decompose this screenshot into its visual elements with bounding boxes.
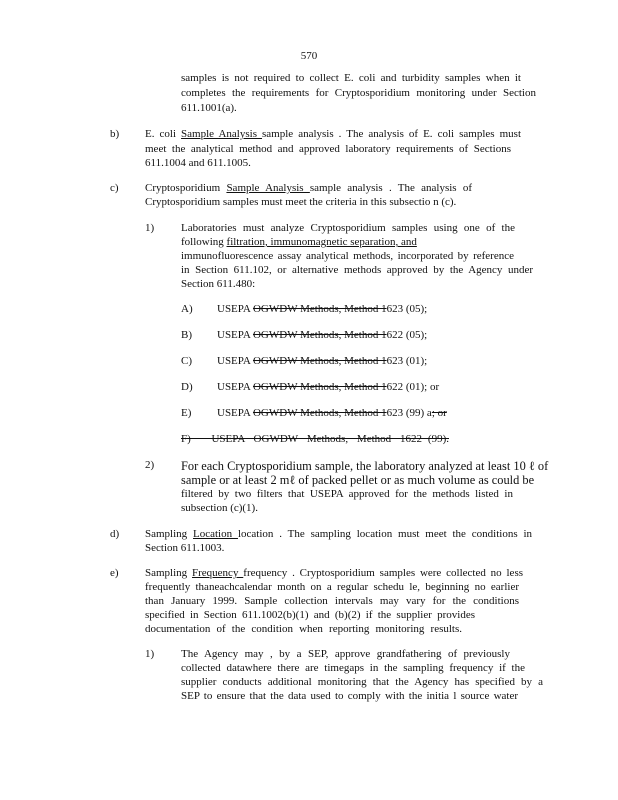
paragraph-line: collected datawhere there are timegaps in the sampling frequency if the [181,662,525,674]
paragraph-line: Laboratories must analyze Cryptosporidium samples using one of the [181,222,515,234]
paragraph-line: Sampling Frequency frequency . Cryptosporidium samples were collected no less [145,567,524,579]
paragraph-line: filtered by two filters that USEPA approved for the methods listed in [181,488,513,500]
paragraph-line: following filtration, immunomagnetic separation, and [181,236,417,248]
paragraph-line: frequently thaneachcalendar month on a regular schedu le, beginning no earlier [145,581,519,593]
inserted-text: Frequency [192,567,244,579]
paragraph-line: in Section 611.102, or alternative methods approved by the Agency under [181,264,533,276]
method-text: USEPA OGWDW Methods, Method 1622 (01); or [217,381,440,393]
paragraph-line: Cryptosporidium Sample Analysis sample analysis . The analysis of [145,182,473,194]
paragraph-line: Sampling Location location . The sampling location must meet the conditions in [145,528,532,540]
item-label: A) [181,303,193,315]
deleted-text: ; or [431,407,447,419]
method-text: USEPA OGWDW Methods, Method 1623 (01); [217,355,428,367]
subsection-label: c) [110,182,119,194]
paragraph-line: 611.1004 and 611.1005. [145,157,251,169]
deleted-text: OGWDW Methods, Method 1 [252,329,387,341]
paragraph-line: SEP to ensure that the data used to comply with the initia l source water [181,690,518,702]
item-label: C) [181,355,192,367]
paragraph-line: than January 1999. Sample collection intervals may vary for the conditions [145,595,519,607]
inserted-text: Location [193,528,238,540]
item-label: D) [181,381,193,393]
paragraph-line: Section 611.480: [181,278,256,290]
paragraph-line: meet the analytical method and approved laboratory requirements of Sections [145,143,511,155]
inserted-text: Sample Analysis [181,128,263,140]
deleted-text: OGWDW Methods, Method 1 [252,303,387,315]
item-label: B) [181,329,192,341]
intro-line: samples is not required to collect E. coli and turbidity samples when it [181,72,521,84]
method-text: USEPA OGWDW Methods, Method 1622 (05); [217,329,428,341]
paragraph-line: supplier conducts additional monitoring that the Agency has specified by a [181,676,543,688]
deleted-text: OGWDW Methods, Method 1 [252,407,387,419]
paragraph-line: immunofluorescence assay analytical methods, incorporated by reference [181,250,514,262]
paragraph-line: E. coli Sample Analysis sample analysis . The analysis of E. coli samples must [145,128,521,140]
deleted-text: OGWDW Methods, Method 1 [252,381,387,393]
deleted-text: F) USEPA OGWDW Methods, Method 1622 (99). [181,433,449,445]
intro-line: 611.1001(a). [181,102,237,114]
subsection-label: e) [110,567,119,579]
paragraph-line: specified in Section 611.1002(b)(1) and (b)(2) if the supplier provides [145,609,475,621]
paragraph-line: subsection (c)(1). [181,502,258,514]
inserted-text: Sample Analysis [226,182,310,194]
item-label: 2) [145,459,155,471]
item-label: 1) [145,222,155,234]
paragraph-line: documentation of the condition when reporting monitoring results. [145,623,462,635]
deleted-text: OGWDW Methods, Method 1 [252,355,387,367]
method-text: USEPA OGWDW Methods, Method 1623 (99) a; or [217,407,447,419]
subsection-label: b) [110,128,120,140]
subsection-label: d) [110,528,120,540]
paragraph-line: Section 611.1003. [145,542,225,554]
paragraph-line: Cryptosporidium samples must meet the criteria in this subsectio n (c). [145,196,457,208]
paragraph-line: The Agency may , by a SEP, approve grandfathering of previously [181,648,510,660]
item-label: E) [181,407,192,419]
paragraph-line: For each Cryptosporidium sample, the laboratory analyzed at least 10 ℓ of [181,459,549,473]
method-text: USEPA OGWDW Methods, Method 1623 (05); [217,303,428,315]
paragraph-line: sample or at least 2 mℓ of packed pellet or as much volume as could be [181,473,535,487]
inserted-text: filtration, immunomagnetic separation, and [226,236,417,248]
intro-line: completes the requirements for Cryptosporidium monitoring under Section [181,87,536,99]
item-label: 1) [145,648,155,660]
page-number: 570 [300,50,318,62]
